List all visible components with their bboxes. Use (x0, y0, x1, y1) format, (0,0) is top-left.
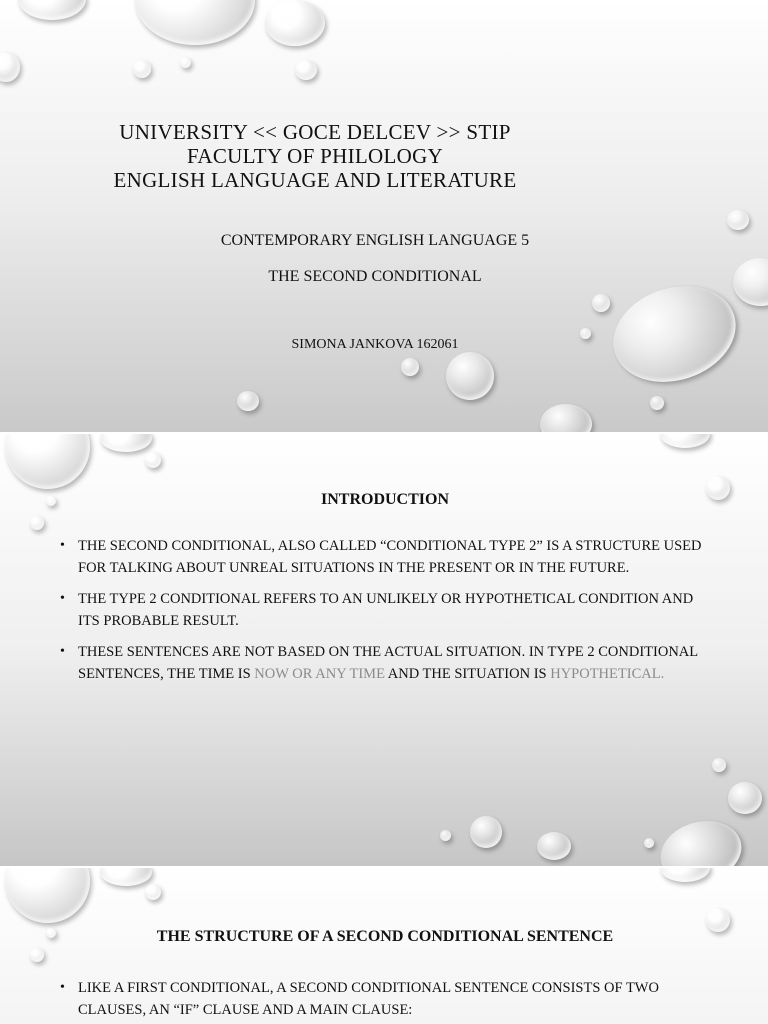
water-drop-decoration (580, 328, 591, 339)
course-title: CONTEMPORARY ENGLISH LANGUAGE 5 (220, 232, 530, 249)
water-drop-decoration (46, 496, 56, 506)
water-drop-decoration (440, 830, 451, 841)
water-drop-decoration (601, 271, 748, 397)
slide-heading: INTRODUCTION (320, 491, 449, 508)
water-drop-decoration (644, 838, 654, 848)
water-drop-decoration (706, 908, 730, 932)
water-drop-decoration (592, 294, 610, 312)
water-drop-decoration (470, 816, 502, 848)
water-drop-decoration (30, 948, 44, 962)
university-name: UNIVERSITY << GOCE DELCEV >> STIP (119, 120, 511, 144)
introduction-slide (0, 434, 768, 866)
water-drop-decoration (660, 868, 710, 882)
water-drop-decoration (145, 884, 161, 900)
water-drop-decoration (295, 60, 317, 80)
water-drop-decoration (540, 404, 592, 432)
water-drop-decoration (712, 758, 726, 772)
bullet-list (60, 535, 710, 694)
water-drop-decoration (133, 60, 151, 78)
author-name: SIMONA JANKOVA 162061 (291, 337, 459, 352)
water-drop-decoration (706, 476, 730, 500)
water-drop-decoration (237, 391, 259, 411)
structure-slide (0, 868, 768, 1024)
list-item (60, 641, 710, 685)
water-drop-decoration (446, 352, 494, 400)
list-item (60, 588, 710, 632)
water-drop-decoration (265, 0, 325, 46)
highlighted-text: HYPOTHETICAL (550, 666, 661, 682)
water-drop-decoration (145, 452, 161, 468)
water-drop-decoration (728, 782, 762, 814)
water-drop-decoration (654, 812, 749, 866)
water-drop-decoration (100, 868, 152, 886)
water-drop-decoration (650, 396, 664, 410)
list-item (60, 977, 710, 1021)
bullet-text: THESE SENTENCES ARE NOT BASED ON THE ACTUAL SITUATION. IN TYPE 2 CONDITIONAL SENTENCES, THE TIME IS (78, 644, 698, 682)
institution-title (60, 120, 570, 192)
water-drop-decoration (733, 258, 768, 306)
highlighted-text: . (660, 666, 665, 682)
water-drop-decoration (46, 928, 56, 938)
water-drop-decoration (660, 434, 710, 448)
water-drop-decoration (30, 516, 44, 530)
water-drop-decoration (5, 868, 90, 923)
water-drop-decoration (727, 210, 749, 230)
water-drop-decoration (18, 0, 86, 20)
bullet-text: THE TYPE 2 CONDITIONAL REFERS TO AN UNLIKELY OR HYPOTHETICAL CONDITION AND ITS PROBABLE RESULT. (78, 591, 694, 629)
water-drop-decoration (5, 434, 90, 489)
water-drop-decoration (180, 57, 191, 68)
water-drop-decoration (0, 52, 20, 82)
faculty-name: FACULTY OF PHILOLOGY (186, 144, 444, 168)
department-name: ENGLISH LANGUAGE AND LITERATURE (113, 168, 517, 192)
bullet-text: THE SECOND CONDITIONAL, ALSO CALLED “CONDITIONAL TYPE 2” IS A STRUCTURE USED FOR TALKING ABOUT UNREAL SITUATIONS IN THE PRESENT OR IN THE FUTURE. (78, 538, 702, 576)
highlighted-text: NOW OR ANY TIME (254, 666, 385, 682)
bullet-text: AND THE SITUATION IS (384, 666, 551, 682)
water-drop-decoration (401, 358, 419, 376)
water-drop-decoration (537, 832, 571, 860)
topic-title: THE SECOND CONDITIONAL (268, 268, 482, 285)
title-slide (0, 0, 768, 432)
water-drop-decoration (135, 0, 255, 45)
slide-heading: THE STRUCTURE OF A SECOND CONDITIONAL SENTENCE (156, 928, 614, 945)
bullet-list (60, 977, 710, 1024)
bullet-text: LIKE A FIRST CONDITIONAL, A SECOND CONDITIONAL SENTENCE CONSISTS OF TWO CLAUSES, AN “IF” CLAUSE AND A MAIN CLAUSE: (78, 980, 659, 1018)
water-drop-decoration (100, 434, 152, 452)
list-item (60, 535, 710, 579)
